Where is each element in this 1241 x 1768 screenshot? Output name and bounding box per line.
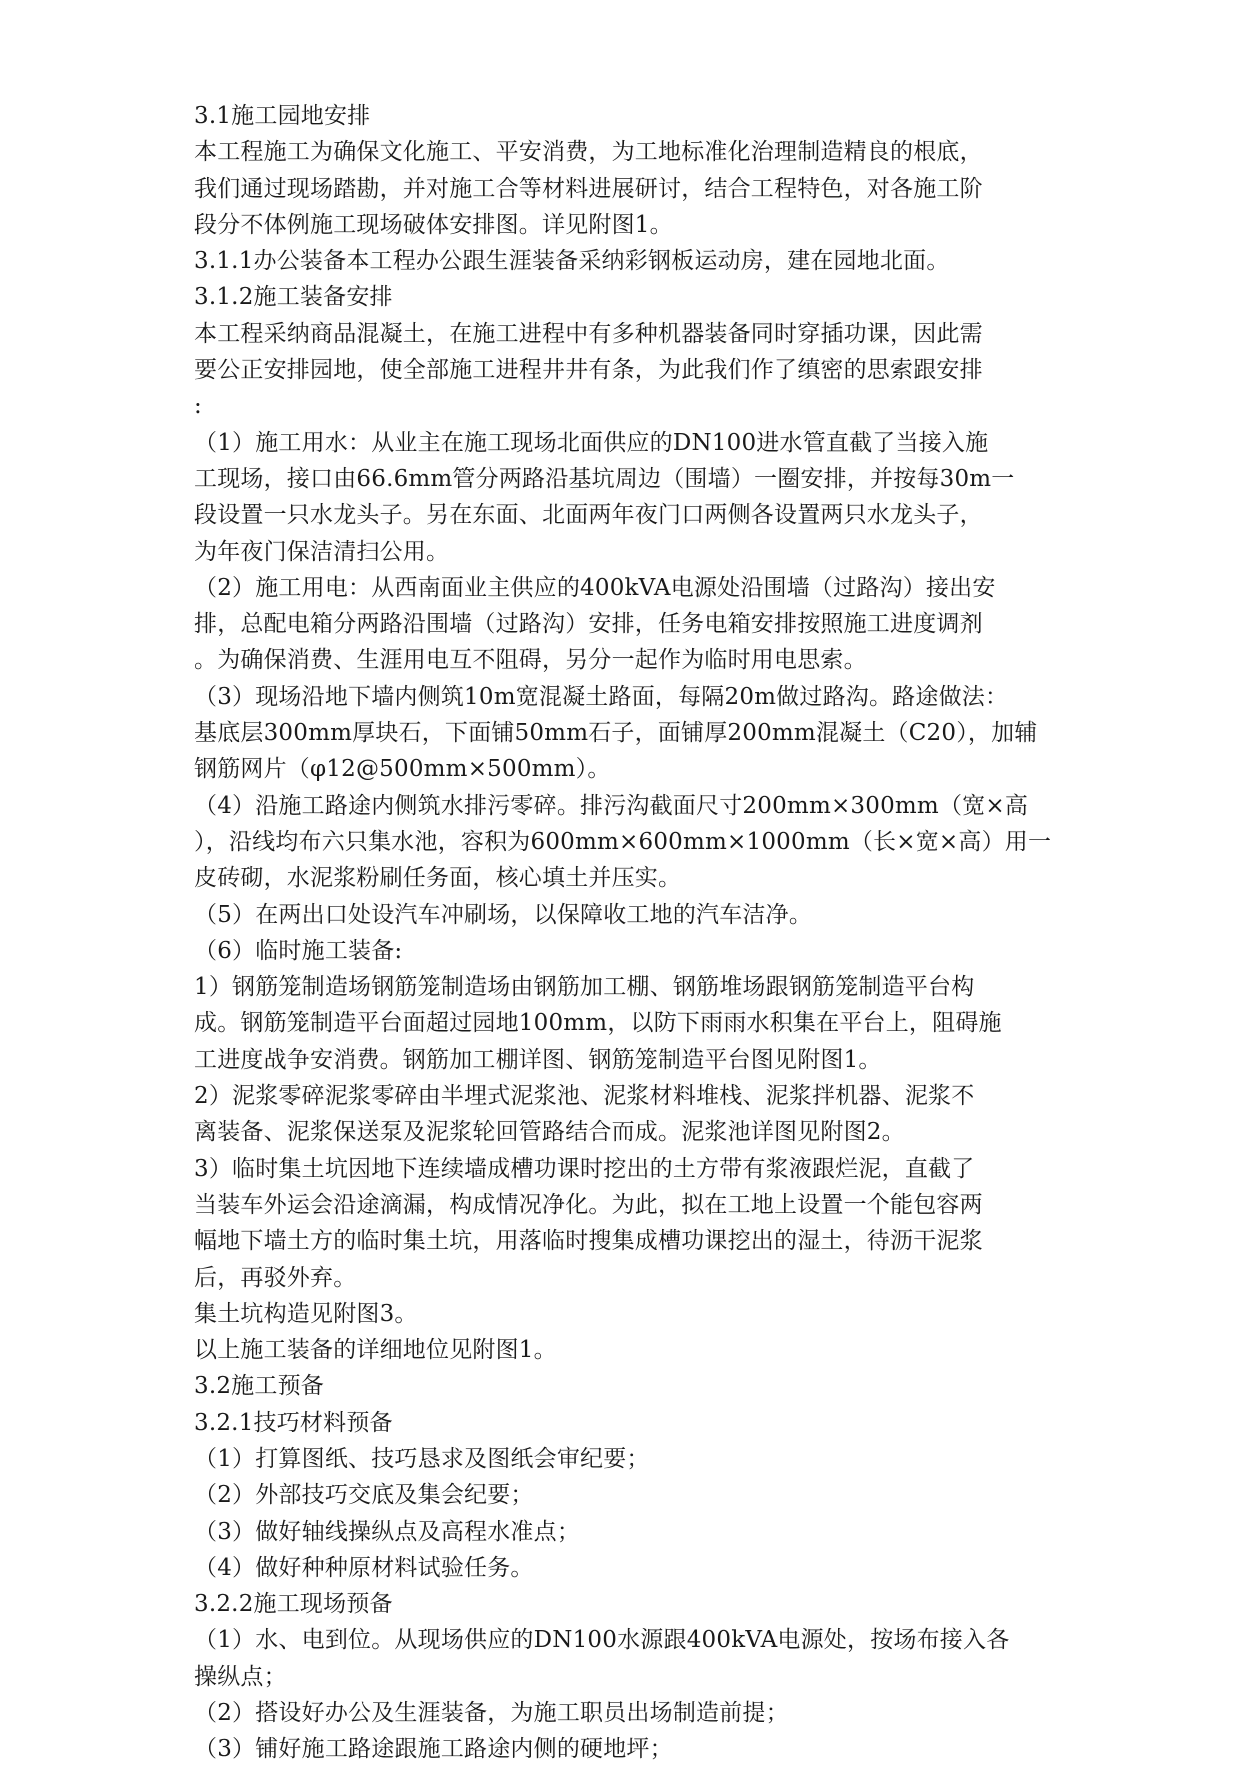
- text-line: 2）泥浆零碎泥浆零碎由半埋式泥浆池、泥浆材料堆栈、泥浆拌机器、泥浆不: [194, 1083, 975, 1110]
- text-line: 以上施工装备的详细地位见附图1。: [194, 1337, 557, 1364]
- text-line: （3）铺好施工路途跟施工路途内侧的硬地坪；: [194, 1736, 673, 1763]
- text-line: 操纵点；: [194, 1663, 287, 1690]
- text-line: （1）打算图纸、技巧恳求及图纸会审纪要；: [194, 1445, 650, 1472]
- text-line: （5）在两出口处设汽车冲刷场，以保障收工地的汽车洁净。: [194, 901, 813, 928]
- text-line: 后，再驳外弃。: [194, 1264, 357, 1291]
- text-line: 基底层300mm厚块石，下面铺50mm石子，面铺厚200mm混凝土（C20），加辅: [194, 720, 1038, 747]
- text-line: 。为确保消费、生涯用电互不阻碍，另分一起作为临时用电思索。: [194, 647, 867, 674]
- text-line: （2）施工用电：从西南面业主供应的400kVA电源处沿围墙（过路沟）接出安: [194, 574, 996, 601]
- text-line: （3）现场沿地下墙内侧筑10m宽混凝土路面，每隔20m做过路沟。路途做法：: [194, 683, 1009, 710]
- text-line: 离装备、泥浆保送泵及泥浆轮回管路结合而成。泥浆池详图见附图2。: [194, 1119, 905, 1146]
- text-line: 1）钢筋笼制造场钢筋笼制造场由钢筋加工棚、钢筋堆场跟钢筋笼制造平台构: [194, 974, 975, 1001]
- text-line: 成。钢筋笼制造平台面超过园地100mm，以防下雨雨水积集在平台上，阻碍施: [194, 1010, 1002, 1037]
- text-line: 皮砖砌，水泥浆粉刷任务面，核心填土并压实。: [194, 865, 682, 892]
- text-line: 本工程采纳商品混凝土，在施工进程中有多种机器装备同时穿插功课，因此需: [194, 320, 983, 347]
- text-line: （4）沿施工路途内侧筑水排污零碎。排污沟截面尺寸200mm×300mm（宽×高: [194, 792, 1029, 819]
- text-line: 段设置一只水龙头子。另在东面、北面两年夜门口两侧各设置两只水龙头子，: [194, 502, 983, 529]
- text-line: 工进度战争安消费。钢筋加工棚详图、钢筋笼制造平台图见附图1。: [194, 1046, 882, 1073]
- text-line: （1）施工用水：从业主在施工现场北面供应的DN100进水管直截了当接入施: [194, 429, 989, 456]
- text-line: （4）做好种种原材料试验任务。: [194, 1554, 534, 1581]
- text-line: 集土坑构造见附图3。: [194, 1300, 418, 1327]
- text-line: :: [194, 393, 202, 420]
- text-line: （1）水、电到位。从现场供应的DN100水源跟400kVA电源处，按场布接入各: [194, 1627, 1010, 1654]
- text-line: 工现场，接口由66.6mm管分两路沿基坑周边（围墙）一圈安排，并按每30m一: [194, 465, 1015, 492]
- text-line: 为年夜门保洁清扫公用。: [194, 538, 450, 565]
- text-line: 段分不体例施工现场破体安排图。详见附图1。: [194, 211, 673, 238]
- text-line: ），沿线均布六只集水池，容积为600mm×600mm×1000mm（长×宽×高）用一: [194, 828, 1052, 855]
- text-line: （2）搭设好办公及生涯装备，为施工职员出场制造前提；: [194, 1700, 789, 1727]
- text-line: 当装车外运会沿途滴漏，构成情况净化。为此，拟在工地上设置一个能包容两: [194, 1191, 983, 1218]
- text-line: 3）临时集土坑因地下连续墙成槽功课时挖出的土方带有浆液跟烂泥，直截了: [194, 1155, 975, 1182]
- text-line: 幅地下墙土方的临时集土坑，用落临时搜集成槽功课挖出的湿土，待沥干泥浆: [194, 1228, 983, 1255]
- text-line: （2）外部技巧交底及集会纪要；: [194, 1482, 534, 1509]
- text-line: 3.2施工预备: [194, 1373, 324, 1400]
- text-line: 要公正安排园地，使全部施工进程井井有条，为此我们作了缜密的思索跟安排: [194, 357, 983, 384]
- text-line: 3.2.1技巧材料预备: [194, 1409, 393, 1436]
- document-body: [194, 98, 1060, 1768]
- text-line: 3.1.1办公装备本工程办公跟生涯装备采纳彩钢板运动房，建在园地北面。: [194, 248, 950, 275]
- text-line: （3）做好轴线操纵点及高程水准点；: [194, 1518, 581, 1545]
- text-line: （6）临时施工装备:: [194, 937, 403, 964]
- text-line: 我们通过现场踏勘，并对施工合等材料进展研讨，结合工程特色，对各施工阶: [194, 175, 983, 202]
- text-line: 3.1.2施工装备安排: [194, 284, 393, 311]
- text-line: 排，总配电箱分两路沿围墙（过路沟）安排，任务电箱安排按照施工进度调剂: [194, 611, 983, 638]
- text-line: 3.2.2施工现场预备: [194, 1591, 393, 1618]
- text-line: 钢筋网片（φ12@500mm×500mm）。: [194, 756, 611, 783]
- text-line: 本工程施工为确保文化施工、平安消费，为工地标准化治理制造精良的根底，: [194, 139, 983, 166]
- text-line: 3.1施工园地安排: [194, 103, 371, 129]
